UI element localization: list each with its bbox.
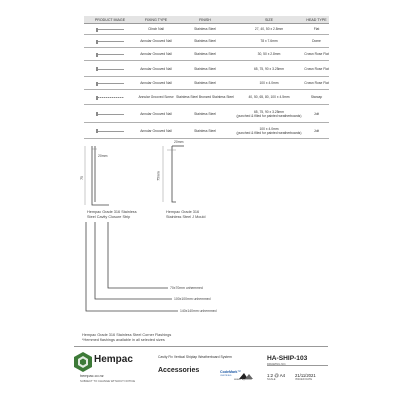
closure-flange-dim: 20mm	[98, 154, 108, 158]
size-cell: 100 x 4.0mm	[234, 77, 304, 90]
finish-cell: Stainless Steel	[176, 61, 234, 77]
size-note: (punched & filled for painted weatherboards)	[236, 130, 302, 135]
fixing-cell: Annular Grooved Nail	[136, 61, 176, 77]
hempac-logo-icon	[74, 352, 92, 372]
closure-height-dim: 75	[79, 176, 84, 180]
fixing-cell: Clinch Nail	[136, 24, 176, 35]
scale-label: SCALE	[267, 378, 276, 381]
title-block	[74, 346, 328, 385]
flashing-dim-140: 140x140mm unhemmed	[180, 309, 217, 313]
head-cell: Dome	[304, 35, 329, 48]
finish-cell: Stainless Steel	[176, 24, 234, 35]
size-value: 65, 75, 90 x 3.25mm	[253, 109, 285, 114]
issue-date-label: ISSUED DATE	[295, 378, 313, 381]
scale-value: 1:2 @ A4	[267, 373, 286, 378]
size-cell: 65, 75, 90 x 3.25mm	[234, 61, 304, 77]
drawing-number: HA-SHIP-103	[267, 355, 308, 362]
head-cell: Crown Rose Flat	[304, 61, 329, 77]
finish-cell: Stainless Steel Bronzed Stainless Steel	[176, 90, 234, 105]
j-mould-label-line2: Stainless Steel J Mould	[166, 214, 206, 219]
website-link[interactable]: hempac.co.nz	[80, 374, 104, 378]
col-size: SIZE	[234, 16, 304, 24]
j-mould-height-dim: 75mm	[156, 171, 161, 181]
flashing-dim-70: 70x70mm unhemmed	[170, 286, 203, 290]
drawing-number-label: DRAWING NO.	[267, 362, 287, 366]
fixing-cell: Annular Grooved Nail	[136, 105, 176, 123]
col-product-image: PRODUCT IMAGE	[84, 16, 136, 24]
size-cell: 30, 50 x 2.8mm	[234, 48, 304, 61]
head-cell: Crown Rose Flat	[304, 48, 329, 61]
fixing-cell: Annular Grooved Screw	[136, 90, 176, 105]
size-cell: 78 x 7.6mm	[234, 35, 304, 48]
fixing-cell: Annular Grooved Nail	[136, 77, 176, 90]
issue-date: 21/11/2021	[295, 373, 316, 378]
fixing-cell: Annular Grooved Nail	[136, 35, 176, 48]
divider	[267, 365, 328, 366]
j-mould-dimensions	[163, 146, 176, 202]
j-mould-label	[166, 210, 205, 219]
head-cell: Jolt	[304, 123, 329, 139]
corner-flashings-label-line2: *Hemmed flashings available in all selected sizes	[82, 337, 165, 342]
j-mould-flange-dim: 20mm	[174, 140, 184, 144]
finish-cell: Stainless Steel	[176, 105, 234, 123]
closure-strip-label-line2: Steel Cavity Closure Strip	[87, 214, 131, 219]
size-cell: 27, 40, 50 x 2.8mm	[234, 24, 304, 35]
fixing-cell: Annular Grooved Nail	[136, 123, 176, 139]
category-title: Accessories	[158, 367, 200, 374]
corner-flashings-label	[82, 333, 171, 342]
col-fixing-type: FIXING TYPE	[136, 16, 176, 24]
head-cell: Jolt	[304, 105, 329, 123]
j-mould-profile	[172, 146, 184, 202]
finish-cell: Stainless Steel	[176, 77, 234, 90]
closure-strip-label	[87, 210, 137, 219]
finish-cell: Stainless Steel	[176, 35, 234, 48]
closure-strip-label-line1: Hempac Grade 316 Stainless	[87, 210, 137, 214]
head-cell: Starcap	[304, 90, 329, 105]
codemark-subtitle: CERTIFIED	[220, 374, 232, 377]
size-note: (punched & filled for painted weatherboards)	[236, 113, 302, 118]
finish-cell: Stainless Steel	[176, 123, 234, 139]
corner-flashings-label-line1: Hempac Grade 316 Stainless Steel Corner Flashings	[82, 333, 172, 337]
corner-flashings-profile	[86, 222, 178, 311]
head-cell: Flat	[304, 24, 329, 35]
change-notice: SUBJECT TO CHANGE WITHOUT NOTICE	[80, 379, 136, 383]
brand-name: Hempac	[94, 354, 133, 365]
size-value: 100 x 4.0mm	[259, 126, 279, 131]
size-cell: 40, 50, 65, 80, 100 x 4.5mm	[234, 90, 304, 105]
col-finish: FINISH	[176, 16, 234, 24]
j-mould-label-line1: Hempac Grade 316	[166, 210, 200, 214]
branz-label: BRANZ Appraised	[234, 379, 252, 381]
codemark-logo: CodeMark™	[220, 370, 241, 374]
finish-cell: Stainless Steel	[176, 48, 234, 61]
fixing-cell: Annular Grooved Nail	[136, 48, 176, 61]
flashing-dim-100: 100x100mm unhemmed	[174, 297, 211, 301]
head-cell: Crown Rose Flat	[304, 77, 329, 90]
col-head-type: HEAD TYPE	[304, 16, 329, 24]
system-title: Cavity Fix Vertical Shiplap Weatherboard System	[158, 355, 232, 359]
